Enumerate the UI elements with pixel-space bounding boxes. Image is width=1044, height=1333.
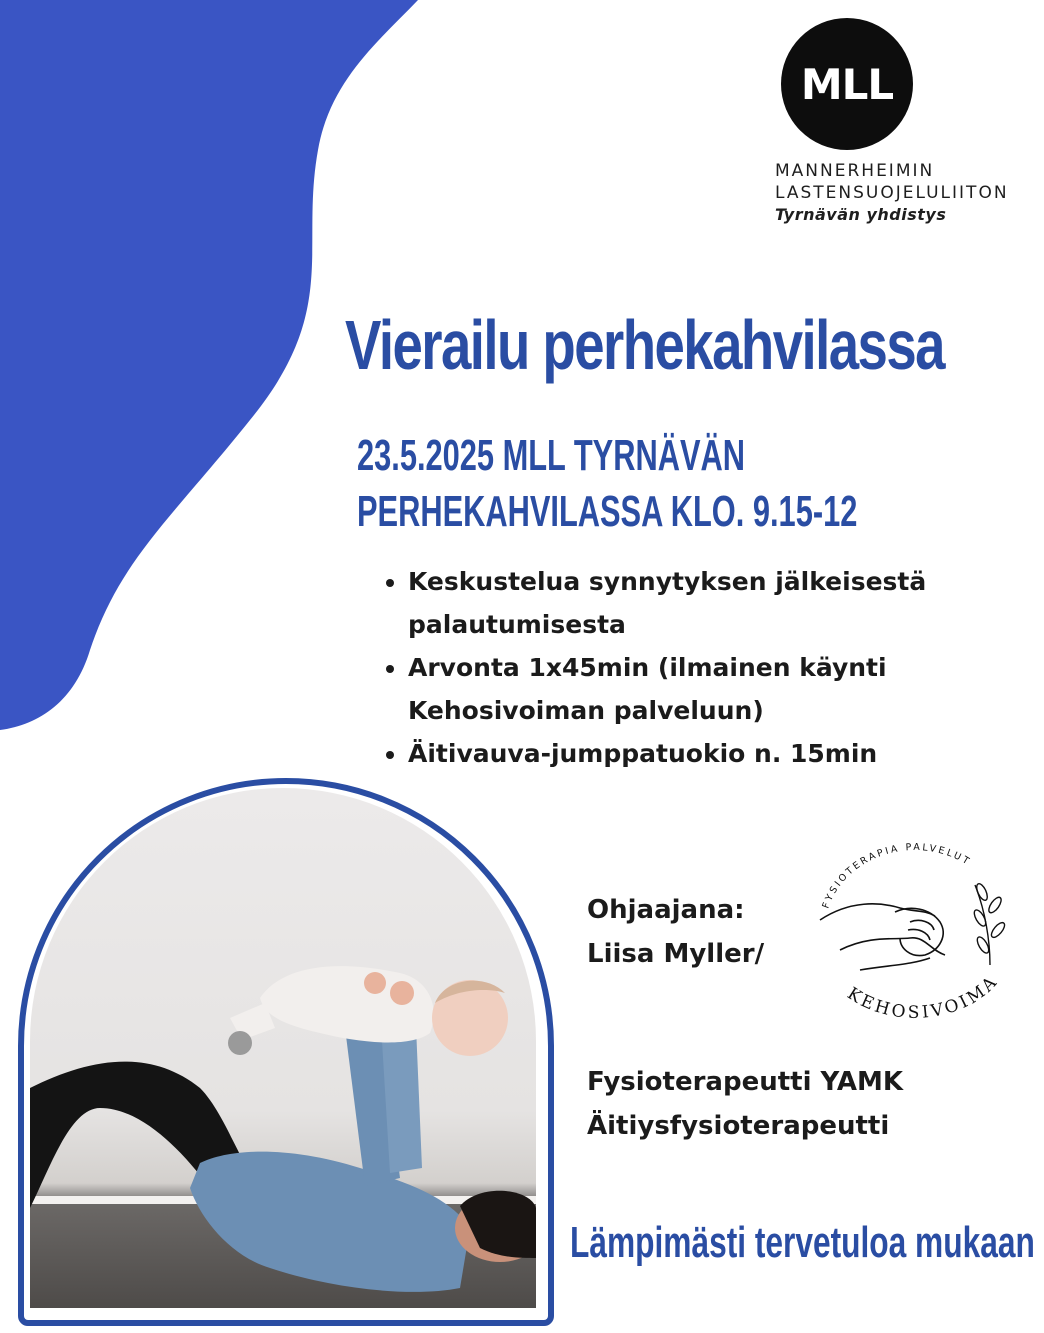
- program-item: • Keskustelua synnytyksen jälkeisestä palautumisesta: [408, 560, 1028, 646]
- svg-text:FYSIOTERAPIA PALVELUT: [821, 842, 973, 910]
- partner-arc-text: FYSIOTERAPIA PALVELUT: [820, 841, 973, 911]
- page-title: Vierailu perhekahvilassa: [345, 306, 944, 384]
- datetime-line-1: 23.5.2025 MLL TYRNÄVÄN: [357, 431, 745, 480]
- partner-name: KEHOSIVOIMA: [843, 971, 1003, 1023]
- svg-text:KEHOSIVOIMA: [844, 971, 1003, 1023]
- program-item: • Äitivauva-jumppatuokio n. 15min: [408, 732, 1028, 775]
- event-datetime: [357, 428, 858, 540]
- welcome-text: Lämpimästi tervetuloa mukaan: [570, 1218, 1035, 1267]
- mll-logo: [781, 18, 913, 150]
- instructor-block: [587, 888, 764, 976]
- instructor-title-2: Äitiysfysioterapeutti: [587, 1111, 890, 1141]
- hands-icon: [820, 904, 945, 970]
- leaf-branch-icon: [972, 882, 1007, 965]
- org-line-3: Tyrnävän yhdistys: [775, 205, 947, 224]
- instructor-credentials: [587, 1060, 903, 1148]
- kehosivoima-logo: [800, 830, 1030, 1040]
- mother-baby-photo: [30, 788, 536, 1308]
- org-line-2: LASTENSUOJELULIITON: [775, 183, 1009, 203]
- program-item: • Arvonta 1x45min (ilmainen käynti Kehosivoiman palveluun): [408, 646, 1028, 732]
- instructor-title-1: Fysioterapeutti YAMK: [587, 1067, 904, 1097]
- instructor-name: Liisa Myller/: [587, 939, 765, 969]
- mll-logo-mark: MLL: [800, 59, 894, 109]
- organization-name: [775, 160, 1009, 226]
- instructor-label: Ohjaajana:: [587, 895, 745, 925]
- datetime-line-2: PERHEKAHVILASSA KLO. 9.15-12: [357, 487, 858, 536]
- program-list: [380, 560, 1028, 775]
- org-line-1: MANNERHEIMIN: [775, 161, 935, 181]
